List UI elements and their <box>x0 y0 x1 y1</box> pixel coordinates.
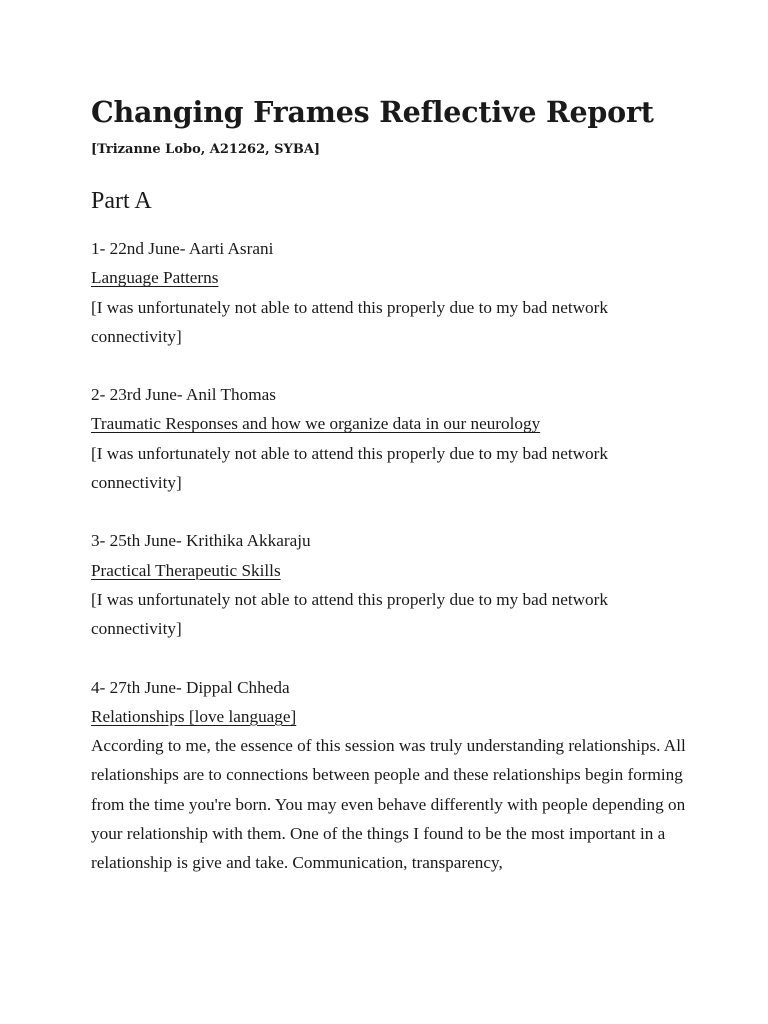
session-header: 3- 25th June- Krithika Akkaraju <box>91 531 311 551</box>
document-title: Changing Frames Reflective Report <box>91 95 654 129</box>
session-entry <box>91 380 691 497</box>
session-entry <box>91 673 691 878</box>
document-page <box>91 92 691 878</box>
session-topic: Practical Therapeutic Skills <box>91 560 281 580</box>
session-body: [I was unfortunately not able to attend this properly due to my bad network connectivity] <box>91 589 608 639</box>
session-body: According to me, the essence of this session was truly understanding relationships. All relationships are to connections between people and these relationships begin forming from the time you're born. You may even behave differently with people depending on your relationship with them. One of the things I found to be the most important in a relationship is give and take. Communication, transparency, <box>91 736 686 873</box>
session-entry <box>91 234 691 351</box>
session-header: 1- 22nd June- Aarti Asrani <box>91 239 274 258</box>
author-info: [Trizanne Lobo, A21262, SYBA] <box>91 142 321 157</box>
session-topic: Traumatic Responses and how we organize data in our neurology <box>91 414 541 434</box>
session-header: 4- 27th June- Dippal Chheda <box>91 677 290 697</box>
session-body: [I was unfortunately not able to attend this properly due to my bad network connectivity] <box>91 297 608 346</box>
session-entry <box>91 526 691 643</box>
session-entries <box>91 234 691 878</box>
session-body: [I was unfortunately not able to attend this properly due to my bad network connectivity] <box>91 443 608 493</box>
session-header: 2- 23rd June- Anil Thomas <box>91 385 276 405</box>
part-heading: Part A <box>91 188 152 214</box>
session-topic: Relationships [love language] <box>91 706 297 726</box>
session-topic: Language Patterns <box>91 268 219 288</box>
